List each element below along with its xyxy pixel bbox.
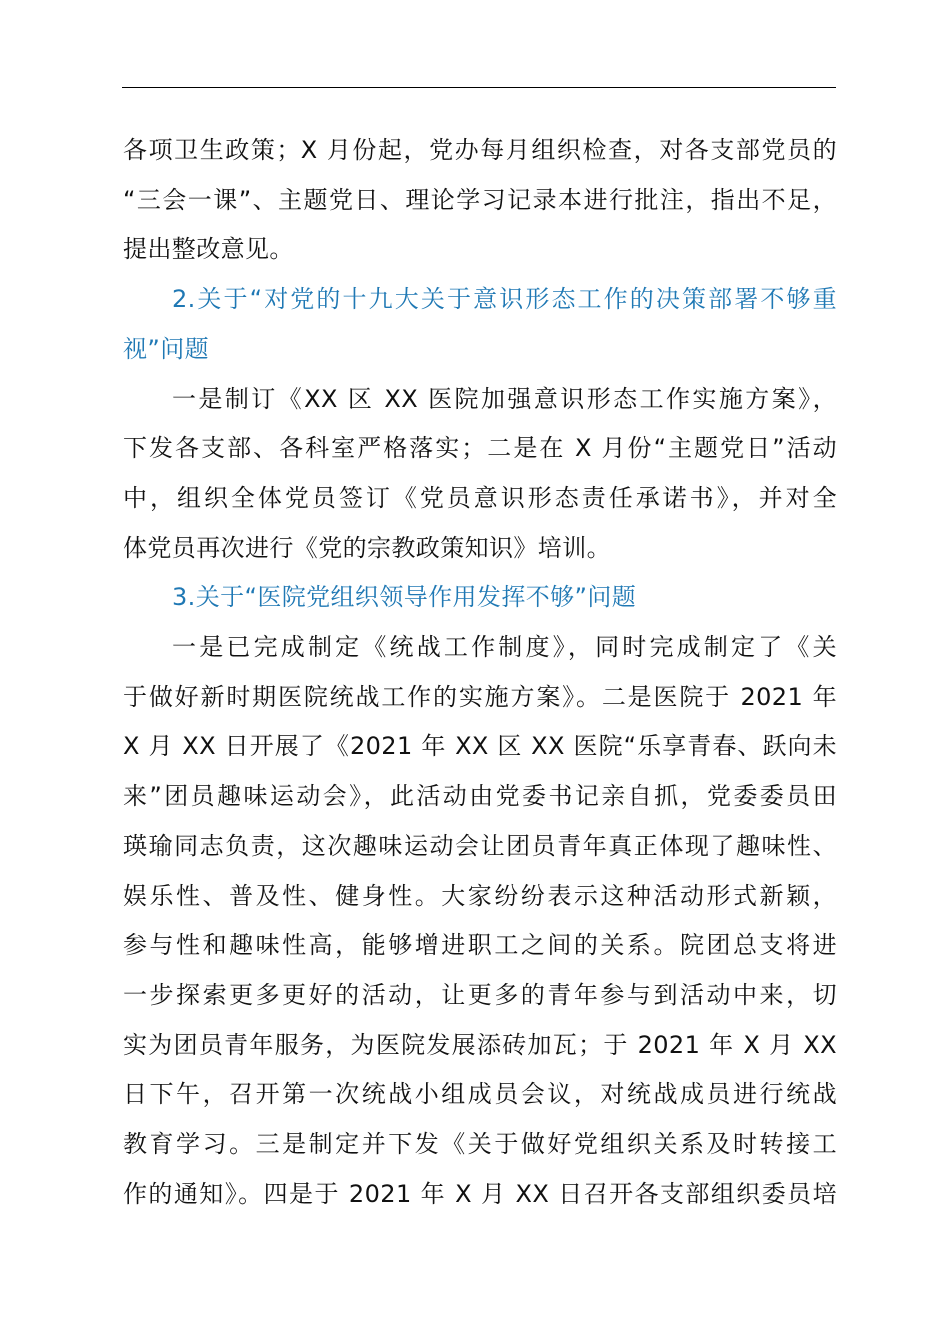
paragraph-line: 来”团员趣味运动会》，此活动由党委书记亲自抓，党委委员田 [123,782,837,811]
paragraph-line: 瑛瑜同志负责，这次趣味运动会让团员青年真正体现了趣味性、 [123,831,837,860]
paragraph-line: X 月 XX 日开展了《2021 年 XX 区 XX 医院“乐享青春、跃向未 [123,732,837,761]
section-heading-line: 视”问题 [123,334,210,363]
paragraph-line: 参与性和趣味性高，能够增进职工之间的关系。院团总支将进 [123,931,837,960]
paragraph-line: 实为团员青年服务，为医院发展添砖加瓦；于 2021 年 X 月 XX [123,1030,837,1059]
paragraph-line: 教育学习。三是制定并下发《关于做好党组织关系及时转接工 [123,1130,837,1158]
paragraph-line: 体党员再次进行《党的宗教政策知识》培训。 [123,533,611,562]
paragraph-line: 一步探索更多更好的活动，让更多的青年参与到活动中来，切 [123,980,837,1009]
section-heading-line: 3.关于“医院党组织领导作用发挥不够”问题 [172,583,637,612]
paragraph-line: 下发各支部、各科室严格落实；二是在 X 月份“主题党日”活动 [123,434,837,463]
paragraph-line: 一是已完成制定《统战工作制度》，同时完成制定了《关 [172,633,837,661]
paragraph-line: 日下午，召开第一次统战小组成员会议，对统战成员进行统战 [123,1080,837,1109]
paragraph-line: 娱乐性、普及性、健身性。大家纷纷表示这种活动形式新颖， [123,881,837,910]
paragraph-line: 中，组织全体党员签订《党员意识形态责任承诺书》，并对全 [123,483,837,512]
paragraph-line: 各项卫生政策；X 月份起，党办每月组织检查，对各支部党员的 [123,136,837,164]
section-heading-line: 2.关于“对党的十九大关于意识形态工作的决策部署不够重 [172,285,837,314]
paragraph-line: 作的通知》。四是于 2021 年 X 月 XX 日召开各支部组织委员培 [123,1179,837,1208]
paragraph-line: 于做好新时期医院统战工作的实施方案》。二是医院于 2021 年 [123,682,837,711]
paragraph-line: 提出整改意见。 [123,235,294,264]
paragraph-line: 一是制订《XX 区 XX 医院加强意识形态工作实施方案》， [172,384,837,413]
paragraph-line: “三会一课”、主题党日、理论学习记录本进行批注，指出不足， [123,185,837,214]
header-rule [122,87,836,88]
